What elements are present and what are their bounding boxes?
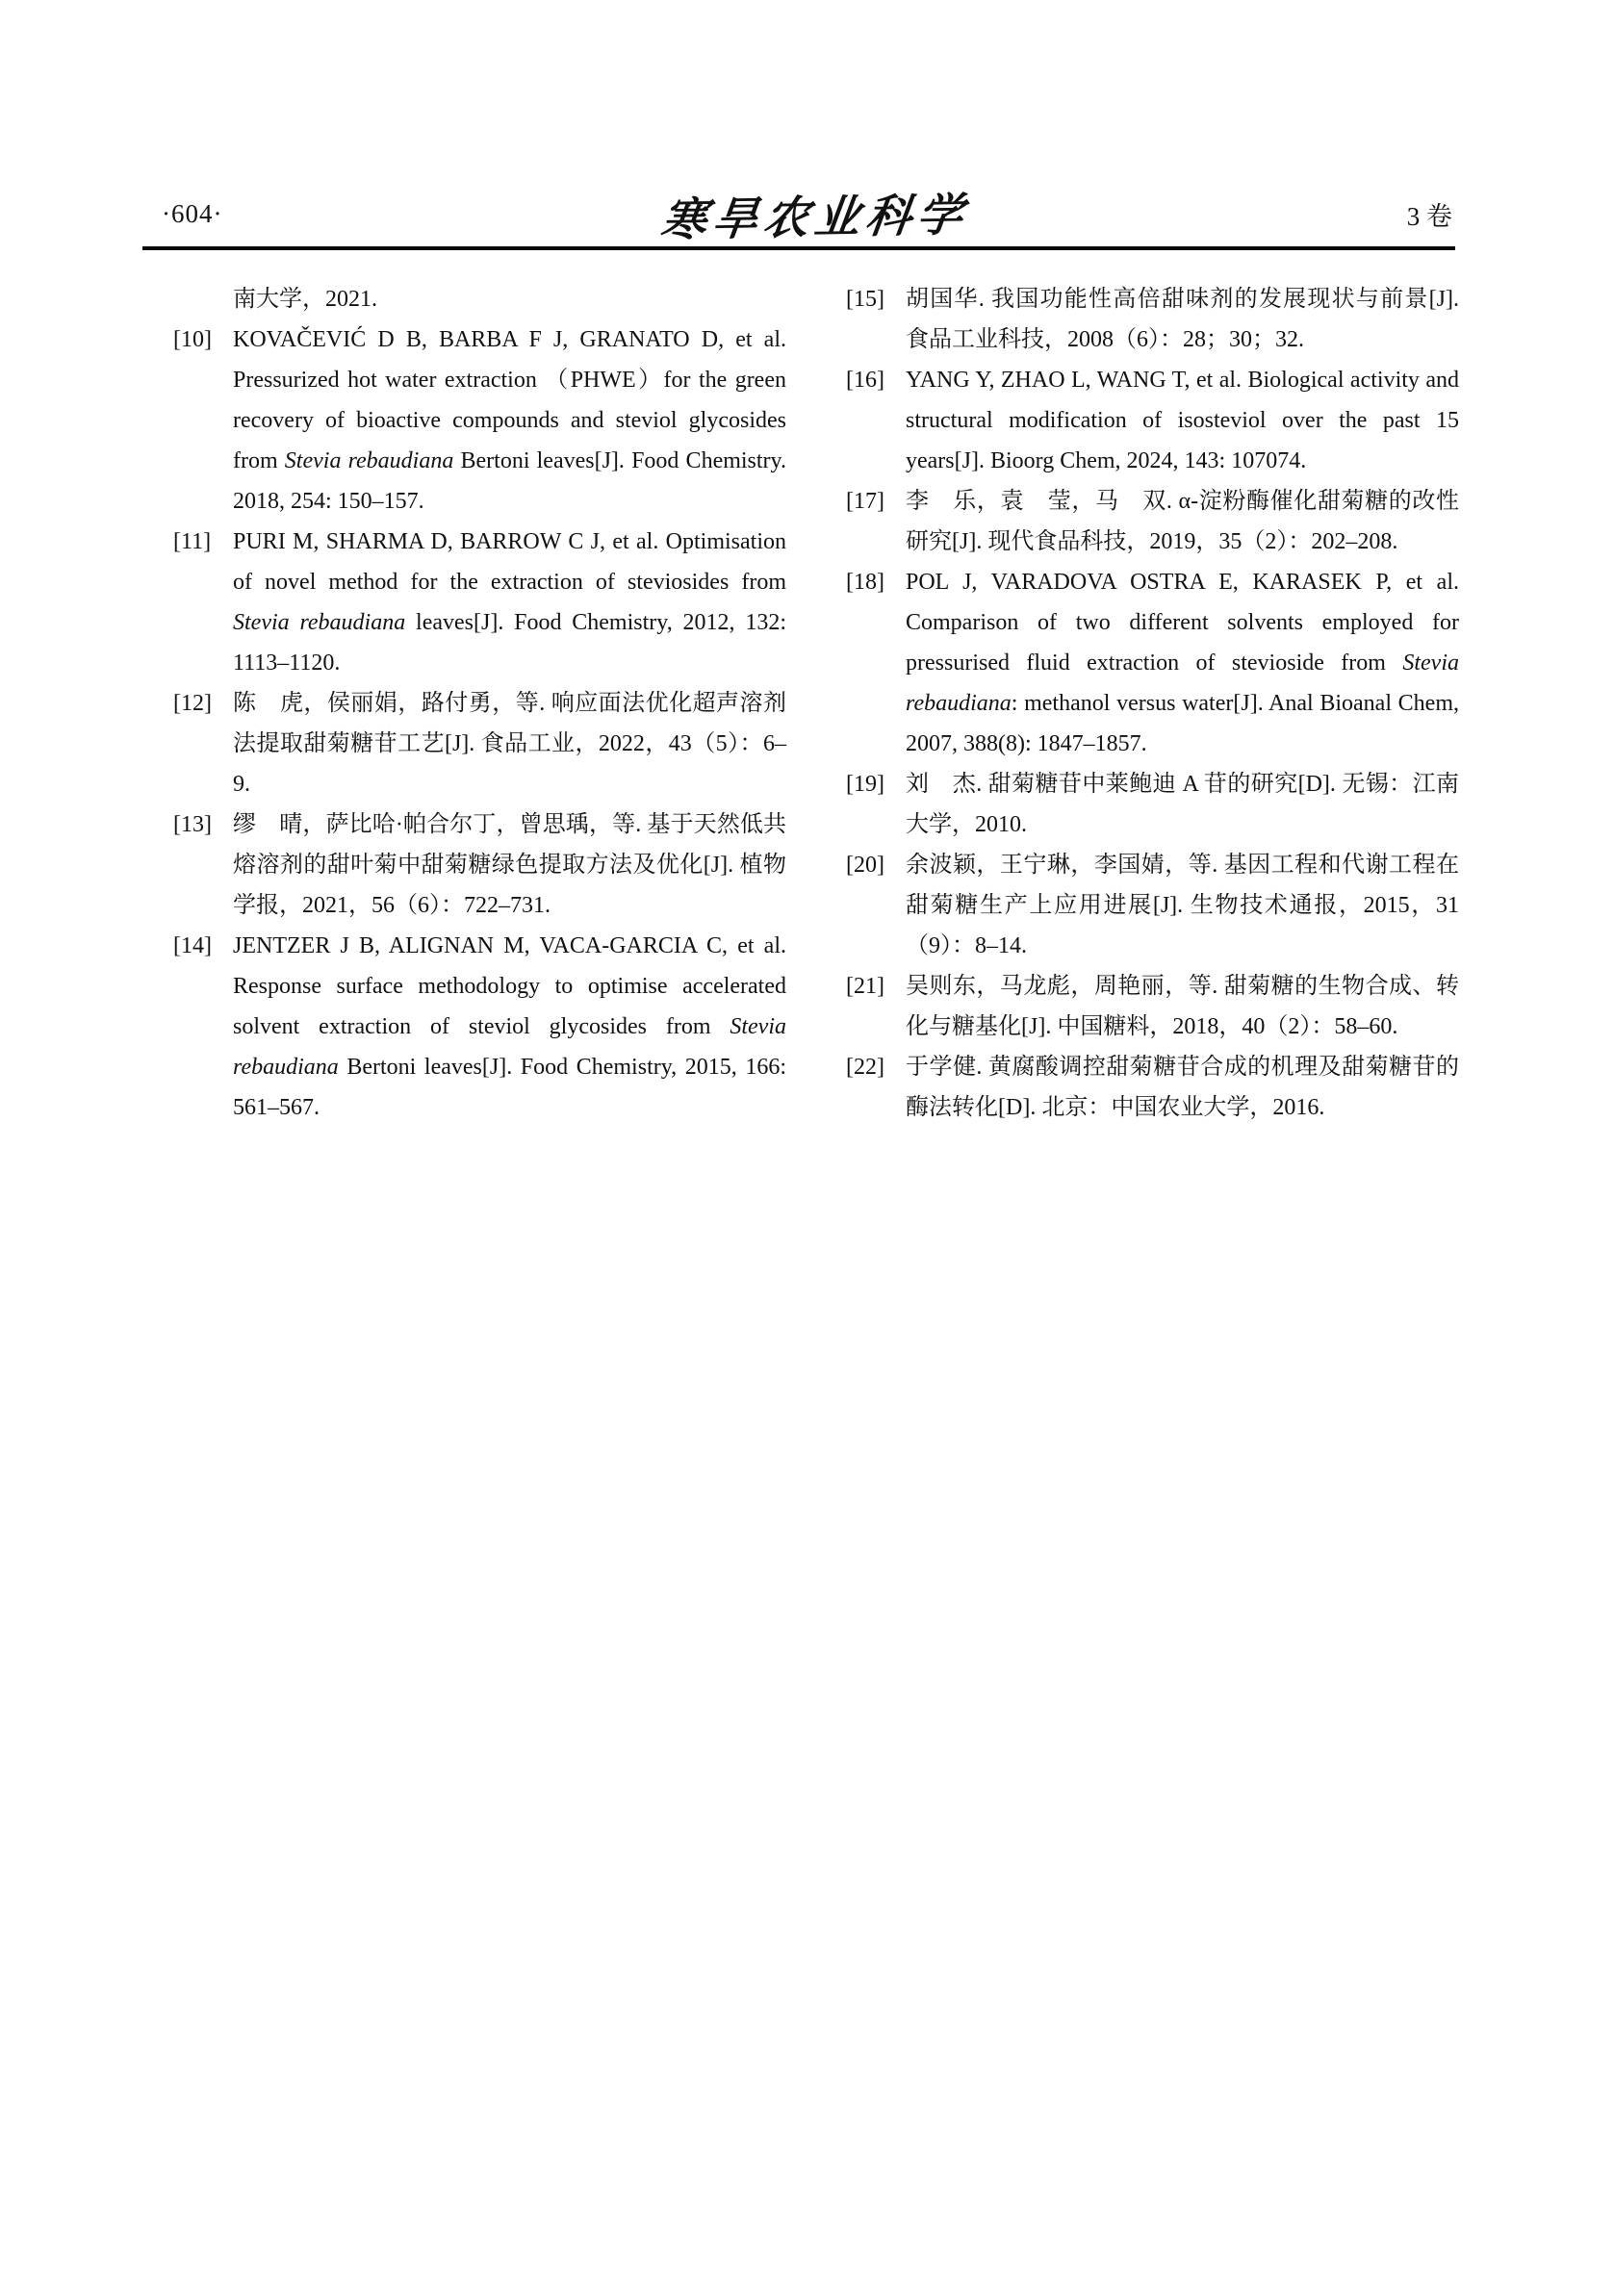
reference-number: [17] xyxy=(846,489,884,514)
reference-item xyxy=(173,319,786,522)
reference-text: KOVAČEVIĆ D B, BARBA F J, GRANATO D, et al. Pressurized hot water extraction （PHWE）for the green recovery of bioactive compounds and steviol glycosides from Stevia rebaudiana Bertoni leaves[J]. Food Chemistry. 2018, 254: 150–157. xyxy=(233,327,786,514)
reference-text: YANG Y, ZHAO L, WANG T, et al. Biological activity and structural modification of isosteviol over the past 15 years[J]. Bioorg Chem, 2024, 143: 107074. xyxy=(906,368,1459,473)
references-section xyxy=(173,279,1459,1128)
reference-number: [12] xyxy=(173,691,212,716)
reference-text: 胡国华. 我国功能性高倍甜味剂的发展现状与前景[J]. 食品工业科技，2008（6）：28；30；32. xyxy=(906,287,1459,352)
reference-number: [14] xyxy=(173,933,212,958)
reference-text: 南大学，2021. xyxy=(233,287,377,312)
page-header xyxy=(162,179,1452,248)
reference-number: [13] xyxy=(173,812,212,837)
reference-number: [11] xyxy=(173,529,212,554)
journal-title: 寒旱农业科学 xyxy=(657,190,971,246)
reference-item xyxy=(846,845,1459,966)
reference-item xyxy=(846,966,1459,1047)
reference-text: 余波颖，王宁琳，李国婧，等. 基因工程和代谢工程在甜菊糖生产上应用进展[J]. 生物技术通报，2015，31（9）：8–14. xyxy=(906,853,1459,958)
reference-number: [15] xyxy=(846,287,884,312)
reference-number: [18] xyxy=(846,570,884,595)
reference-text: 吴则东，马龙彪，周艳丽，等. 甜菊糖的生物合成、转化与糖基化[J]. 中国糖料，2018，40（2）：58–60. xyxy=(906,974,1459,1039)
page-number: ·604· xyxy=(162,198,223,228)
reference-item xyxy=(846,481,1459,562)
reference-item xyxy=(846,279,1459,360)
reference-item xyxy=(846,562,1459,764)
reference-text: POL J, VARADOVA OSTRA E, KARASEK P, et al. Comparison of two different solvents employed for pressurised fluid extraction of stevioside from Stevia rebaudiana: methanol versus water[J]. Anal Bioanal Chem, 2007, 388(8): 1847–1857. xyxy=(906,570,1459,756)
reference-number: [16] xyxy=(846,368,884,393)
reference-item xyxy=(173,804,786,926)
reference-text: 缪 晴，萨比哈·帕合尔丁，曾思瑀，等. 基于天然低共熔溶剂的甜叶菊中甜菊糖绿色提取方法及优化[J]. 植物学报，2021，56（6）：722–731. xyxy=(233,812,786,918)
reference-text: 于学健. 黄腐酸调控甜菊糖苷合成的机理及甜菊糖苷的酶法转化[D]. 北京：中国农业大学，2016. xyxy=(906,1055,1459,1120)
header-divider xyxy=(142,246,1455,250)
reference-number: [22] xyxy=(846,1055,884,1080)
reference-item xyxy=(173,279,786,319)
reference-item xyxy=(173,926,786,1128)
reference-item xyxy=(846,360,1459,481)
reference-item xyxy=(846,1047,1459,1128)
reference-column-right xyxy=(846,279,1459,1128)
reference-number: [19] xyxy=(846,772,884,797)
reference-number: [21] xyxy=(846,974,884,999)
reference-column-left xyxy=(173,279,786,1128)
volume-label: 3 卷 xyxy=(1406,201,1452,231)
reference-number: [20] xyxy=(846,853,884,878)
reference-item xyxy=(173,522,786,683)
reference-number: [10] xyxy=(173,327,212,352)
reference-text: 刘 杰. 甜菊糖苷中莱鲍迪 A 苷的研究[D]. 无锡：江南大学，2010. xyxy=(906,772,1459,837)
reference-item xyxy=(173,683,786,804)
reference-text: PURI M, SHARMA D, BARROW C J, et al. Optimisation of novel method for the extraction of steviosides from Stevia rebaudiana leaves[J]. Food Chemistry, 2012, 132: 1113–1120. xyxy=(233,529,786,676)
reference-item xyxy=(846,764,1459,845)
reference-text: 李 乐，袁 莹，马 双. α-淀粉酶催化甜菊糖的改性研究[J]. 现代食品科技，2019，35（2）：202–208. xyxy=(906,489,1459,554)
reference-text: JENTZER J B, ALIGNAN M, VACA-GARCIA C, et al. Response surface methodology to optimise accelerated solvent extraction of steviol glycosides from Stevia rebaudiana Bertoni leaves[J]. Food Chemistry, 2015, 166: 561–567. xyxy=(233,933,786,1120)
reference-text: 陈 虎，侯丽娟，路付勇，等. 响应面法优化超声溶剂法提取甜菊糖苷工艺[J]. 食品工业，2022，43（5）：6–9. xyxy=(233,691,786,797)
